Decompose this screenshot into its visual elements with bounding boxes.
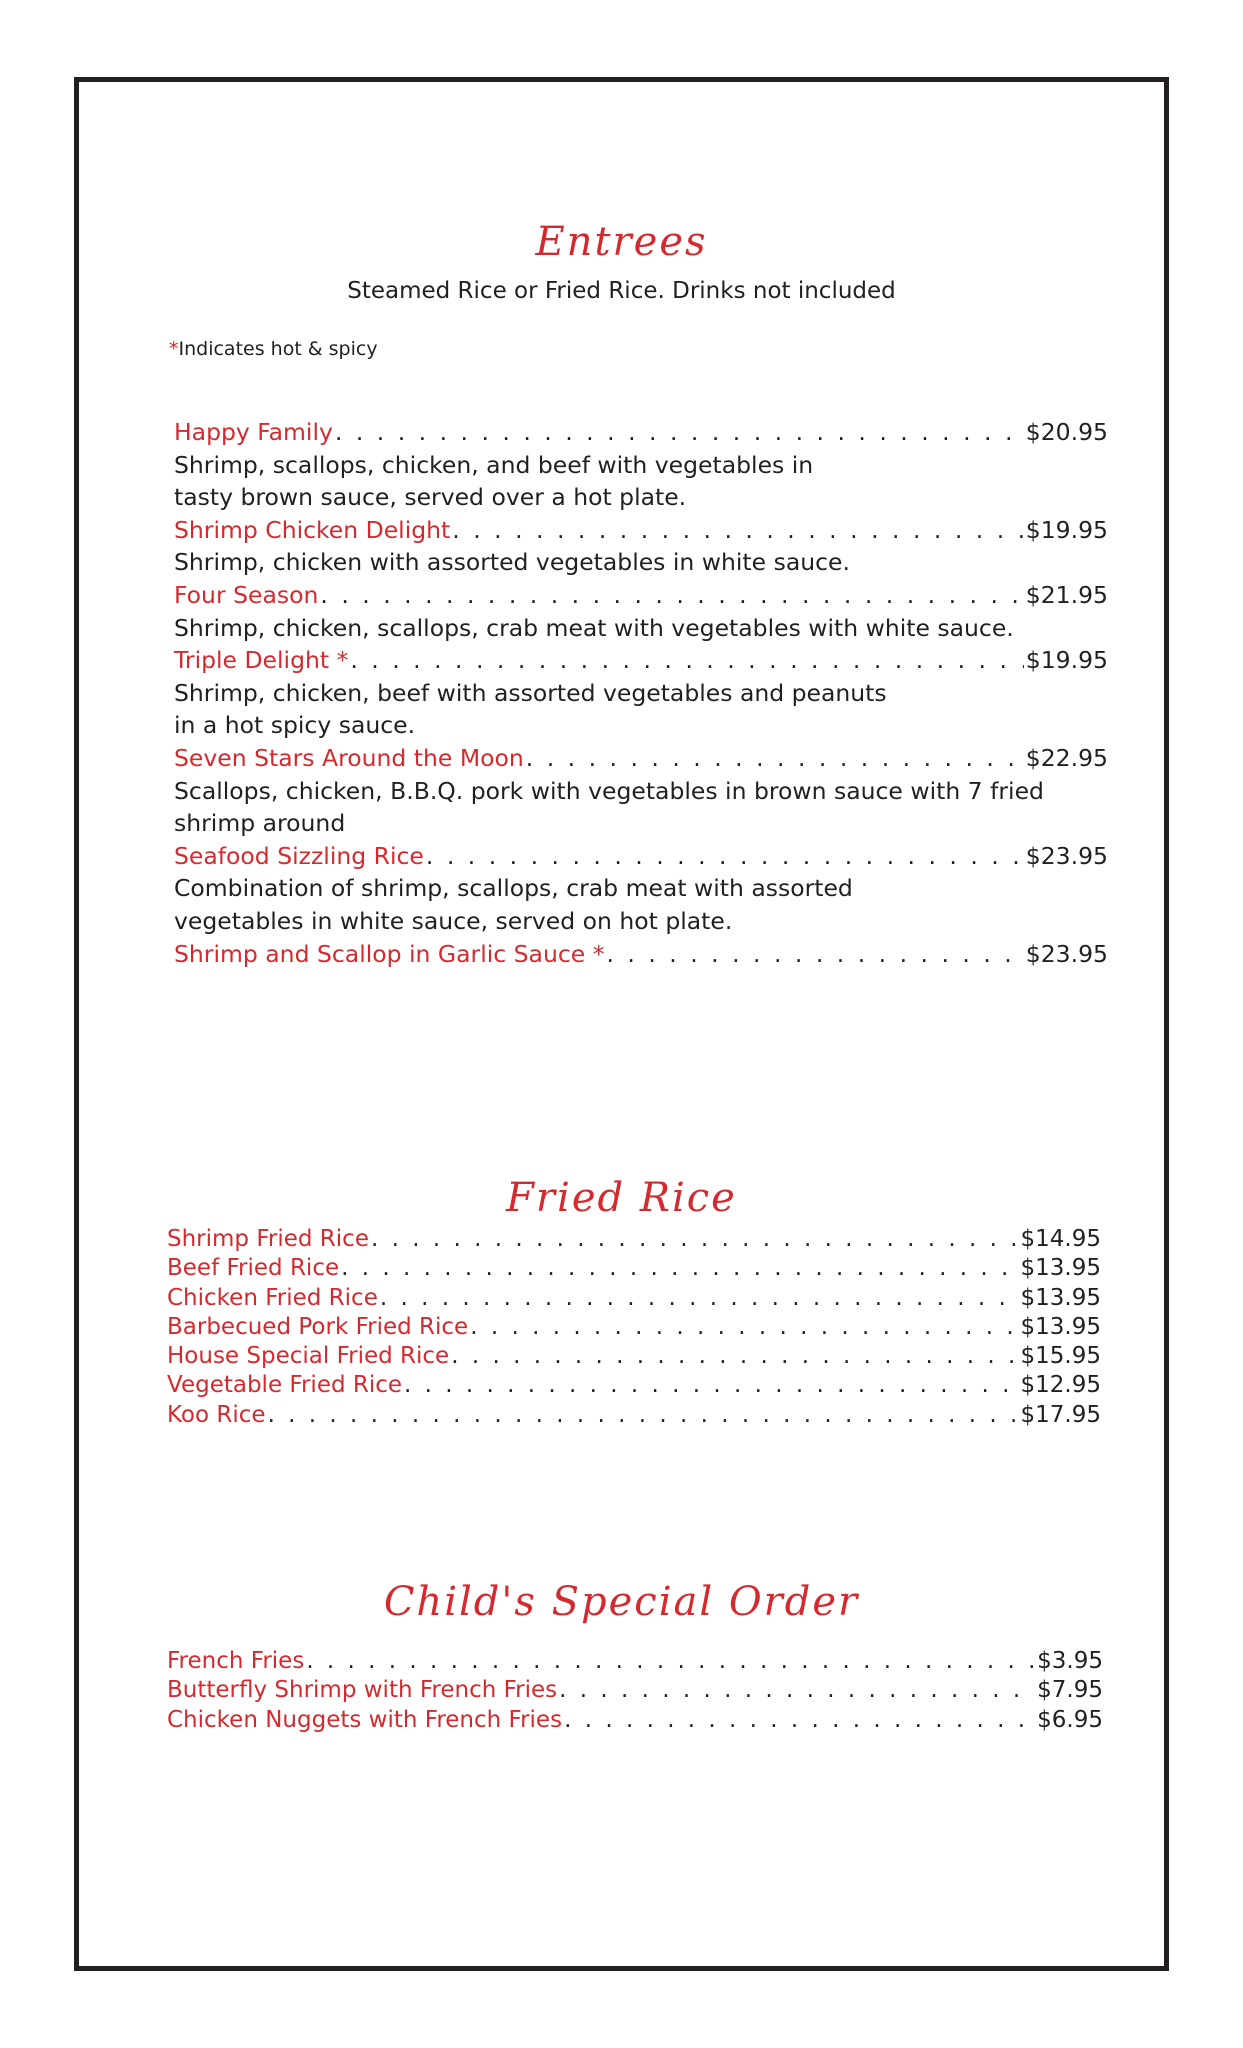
menu-item-row [174,840,1108,873]
item-name: House Special Fried Rice [167,1343,450,1370]
menu-item-row [167,1401,1101,1430]
dot-leader [320,579,1023,612]
item-price: $23.95 [1025,939,1108,968]
menu-item-row [174,514,1108,547]
menu-item-row [174,742,1108,775]
item-name: Seafood Sizzling Rice [174,841,424,870]
item-description: Shrimp, chicken with assorted vegetables in white sauce. [174,548,850,577]
item-price: $13.95 [1020,1255,1101,1282]
item-name: Butterfly Shrimp with French Fries [167,1677,558,1704]
menu-item-row [174,416,1108,449]
spicy-note-text: Indicates hot & spicy [178,338,378,360]
dot-leader [606,938,1023,971]
dot-leader [559,1676,1035,1705]
item-description: vegetables in white sauce, served on hot plate. [174,906,733,935]
spicy-star: * [169,338,179,360]
dot-leader [268,1401,1019,1430]
item-name: Shrimp Fried Rice [167,1226,369,1252]
item-price: $15.95 [1020,1343,1101,1370]
dot-leader [452,514,1024,547]
menu-item-row [174,644,1108,677]
item-price: $13.95 [1020,1284,1101,1311]
menu-item-row [167,1706,1103,1735]
menu-item-row [167,1342,1101,1371]
item-name: Vegetable Fried Rice [167,1372,403,1399]
dot-leader [564,1706,1035,1735]
menu-item-row [167,1284,1101,1313]
item-name: Koo Rice [167,1401,266,1428]
item-description: shrimp around [174,809,346,838]
menu-item-row [167,1313,1101,1342]
item-price: $23.95 [1025,841,1108,870]
menu-item-row [167,1647,1103,1676]
item-price: $19.95 [1025,646,1108,675]
item-price: $6.95 [1037,1706,1103,1733]
item-description: Shrimp, chicken, beef with assorted vegetables and peanuts [174,678,887,707]
item-name: Triple Delight * [174,646,349,675]
menu-item-row [167,1225,1101,1254]
item-name: Four Season [174,580,319,609]
dot-leader [341,1254,1018,1283]
item-price: $19.95 [1025,515,1108,544]
item-description: tasty brown sauce, served over a hot plate. [174,483,687,512]
item-name: Happy Family [174,418,333,446]
item-description: Shrimp, scallops, chicken, and beef with vegetables in [174,450,814,479]
menu-item-row [167,1676,1103,1705]
dot-leader [380,1284,1019,1313]
menu-item-row [174,938,1108,971]
dot-leader [371,1225,1019,1254]
item-price: $7.95 [1037,1677,1103,1704]
child-special-title: Child's Special Order [383,1579,860,1625]
item-description: Combination of shrimp, scallops, crab meat with assorted [174,874,853,903]
item-price: $14.95 [1020,1226,1101,1252]
item-description: in a hot spicy sauce. [174,711,416,740]
item-price: $20.95 [1025,418,1108,446]
fried-rice-title: Fried Rice [506,1175,737,1221]
item-price: $17.95 [1020,1401,1101,1428]
menu-item-row [174,579,1108,612]
dot-leader [306,1647,1035,1676]
menu-item-row [167,1254,1101,1283]
spicy-note [169,338,378,360]
dot-leader [451,1342,1018,1371]
entrees-title: Entrees [535,219,708,265]
fried-rice-list [167,1225,1101,1430]
item-name: Chicken Fried Rice [167,1284,378,1311]
item-name: French Fries [167,1648,305,1674]
dot-leader [350,644,1023,677]
item-price: $3.95 [1037,1648,1103,1674]
item-name: Barbecued Pork Fried Rice [167,1313,469,1340]
item-price: $13.95 [1020,1313,1101,1340]
item-price: $22.95 [1025,743,1108,772]
item-name: Beef Fried Rice [167,1255,340,1282]
child-special-list [167,1647,1103,1735]
item-name: Chicken Nuggets with French Fries [167,1706,563,1733]
dot-leader [526,742,1024,775]
dot-leader [335,416,1024,449]
dot-leader [426,840,1024,873]
item-name: Shrimp Chicken Delight [174,515,451,544]
item-name: Shrimp and Scallop in Garlic Sauce * [174,939,605,968]
dot-leader [404,1371,1018,1400]
entrees-list [174,416,1108,970]
dot-leader [470,1313,1018,1342]
item-price: $21.95 [1025,580,1108,609]
menu-item-row [167,1371,1101,1400]
item-description: Shrimp, chicken, scallops, crab meat with vegetables with white sauce. [174,613,1014,642]
item-description: Scallops, chicken, B.B.Q. pork with vegetables in brown sauce with 7 fried [174,776,1044,805]
item-name: Seven Stars Around the Moon [174,743,524,772]
entrees-subtitle: Steamed Rice or Fried Rice. Drinks not included [347,278,896,304]
item-price: $12.95 [1020,1372,1101,1399]
